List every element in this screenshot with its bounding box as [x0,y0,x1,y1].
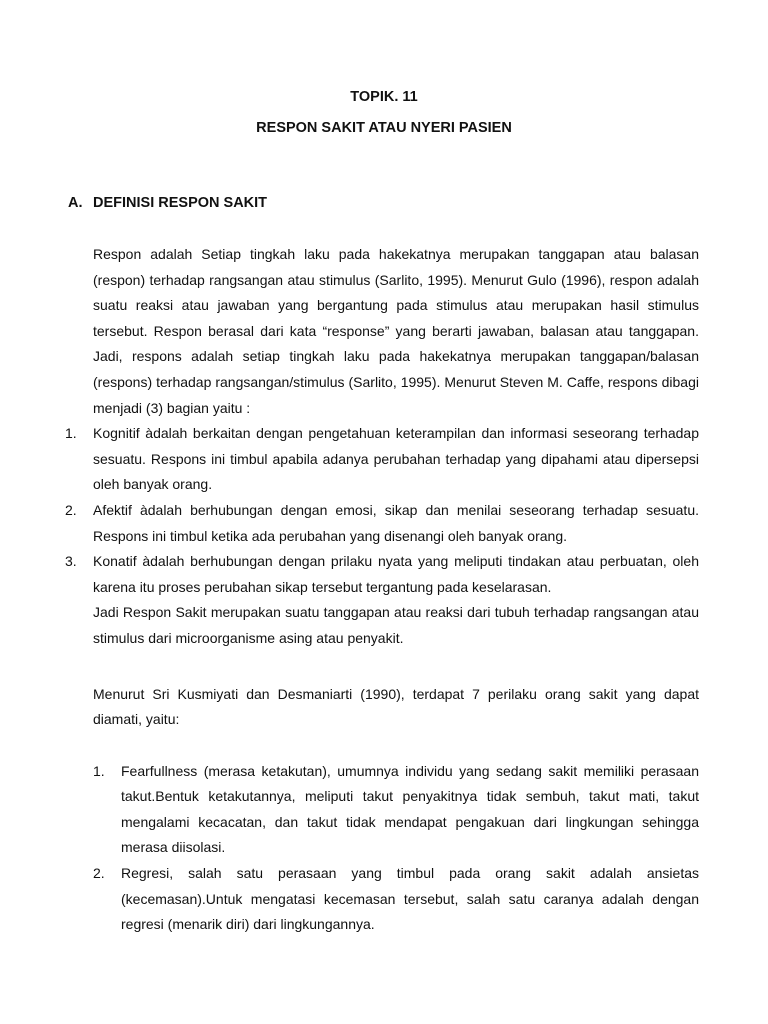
list-number: 3. [65,553,77,570]
paragraph-behaviors-intro: Menurut Sri Kusmiyati dan Desmaniarti (1990), terdapat 7 perilaku orang sakit yang dapat diamati, yaitu: [93,685,699,728]
list-item [93,861,699,938]
list-item [93,759,699,861]
list-item [65,421,699,498]
section-letter: A. [68,195,83,211]
list-number: 2. [93,865,105,882]
page-title: RESPON SAKIT ATAU NYERI PASIEN [256,120,512,136]
list-number: 1. [65,425,77,442]
topic-number: TOPIK. 11 [350,89,418,105]
list-number: 1. [93,762,105,779]
list-item [65,549,699,600]
list-text: Afektif àdalah berhubungan dengan emosi, sikap dan menilai seseorang terhadap sesuatu. Respons ini timbul ketika ada perubahan yang disenangi oleh banyak orang. [93,501,699,544]
section-body [65,242,699,938]
section-heading [68,195,267,211]
list-item [65,498,699,549]
list-text: Konatif àdalah berhubungan dengan prilaku nyata yang meliputi tindakan atau perbuatan, oleh karena itu proses perubahan sikap tersebut tergantung pada keselarasan. [93,553,699,595]
paragraph-definition: Respon adalah Setiap tingkah laku pada hakekatnya merupakan tanggapan atau balasan (respon) terhadap rangsangan atau stimulus (Sarlito, 1995). Menurut Gulo (1996), respon adalah suatu reaksi atau jawaban yang bergantung pada stimulus atau merupakan hasil stimulus tersebut. Respon berasal dari kata “response” yang berarti jawaban, balasan atau tanggapan. Jadi, respons adalah setiap tingkah laku pada hakekatnya merupakan tanggapan/balasan (respons) terhadap rangsangan/stimulus (Sarlito, 1995). Menurut Steven M. Caffe, respons dibagi menjadi (3) bagian yaitu : [93,246,699,416]
paragraph-summary: Jadi Respon Sakit merupakan suatu tanggapan atau reaksi dari tubuh terhadap rangsangan atau stimulus dari microorganisme asing atau penyakit. [93,604,699,646]
section-title: DEFINISI RESPON SAKIT [93,195,268,211]
list-text: Fearfullness (merasa ketakutan), umumnya individu yang sedang sakit memiliki perasaan takut.Bentuk ketakutannya, meliputi takut penyakitnya tidak sembuh, takut mati, takut mengalami kecacatan, dan takut tidak mendapat pengakuan dari lingkungan sehingga merasa diisolasi. [121,762,699,856]
list-text: Kognitif àdalah berkaitan dengan pengetahuan keterampilan dan informasi seseorang terhadap sesuatu. Respons ini timbul apabila adanya perubahan terhadap yang dipahami atau dipersepsi oleh banyak orang. [93,425,699,493]
response-types-list [65,421,699,600]
list-number: 2. [65,501,77,518]
sick-behaviors-list [93,759,699,938]
list-text: Regresi, salah satu perasaan yang timbul pada orang sakit adalah ansietas (kecemasan).Untuk mengatasi kecemasan tersebut, salah satu caranya adalah dengan regresi (menarik diri) dari lingkungannya. [121,865,699,933]
